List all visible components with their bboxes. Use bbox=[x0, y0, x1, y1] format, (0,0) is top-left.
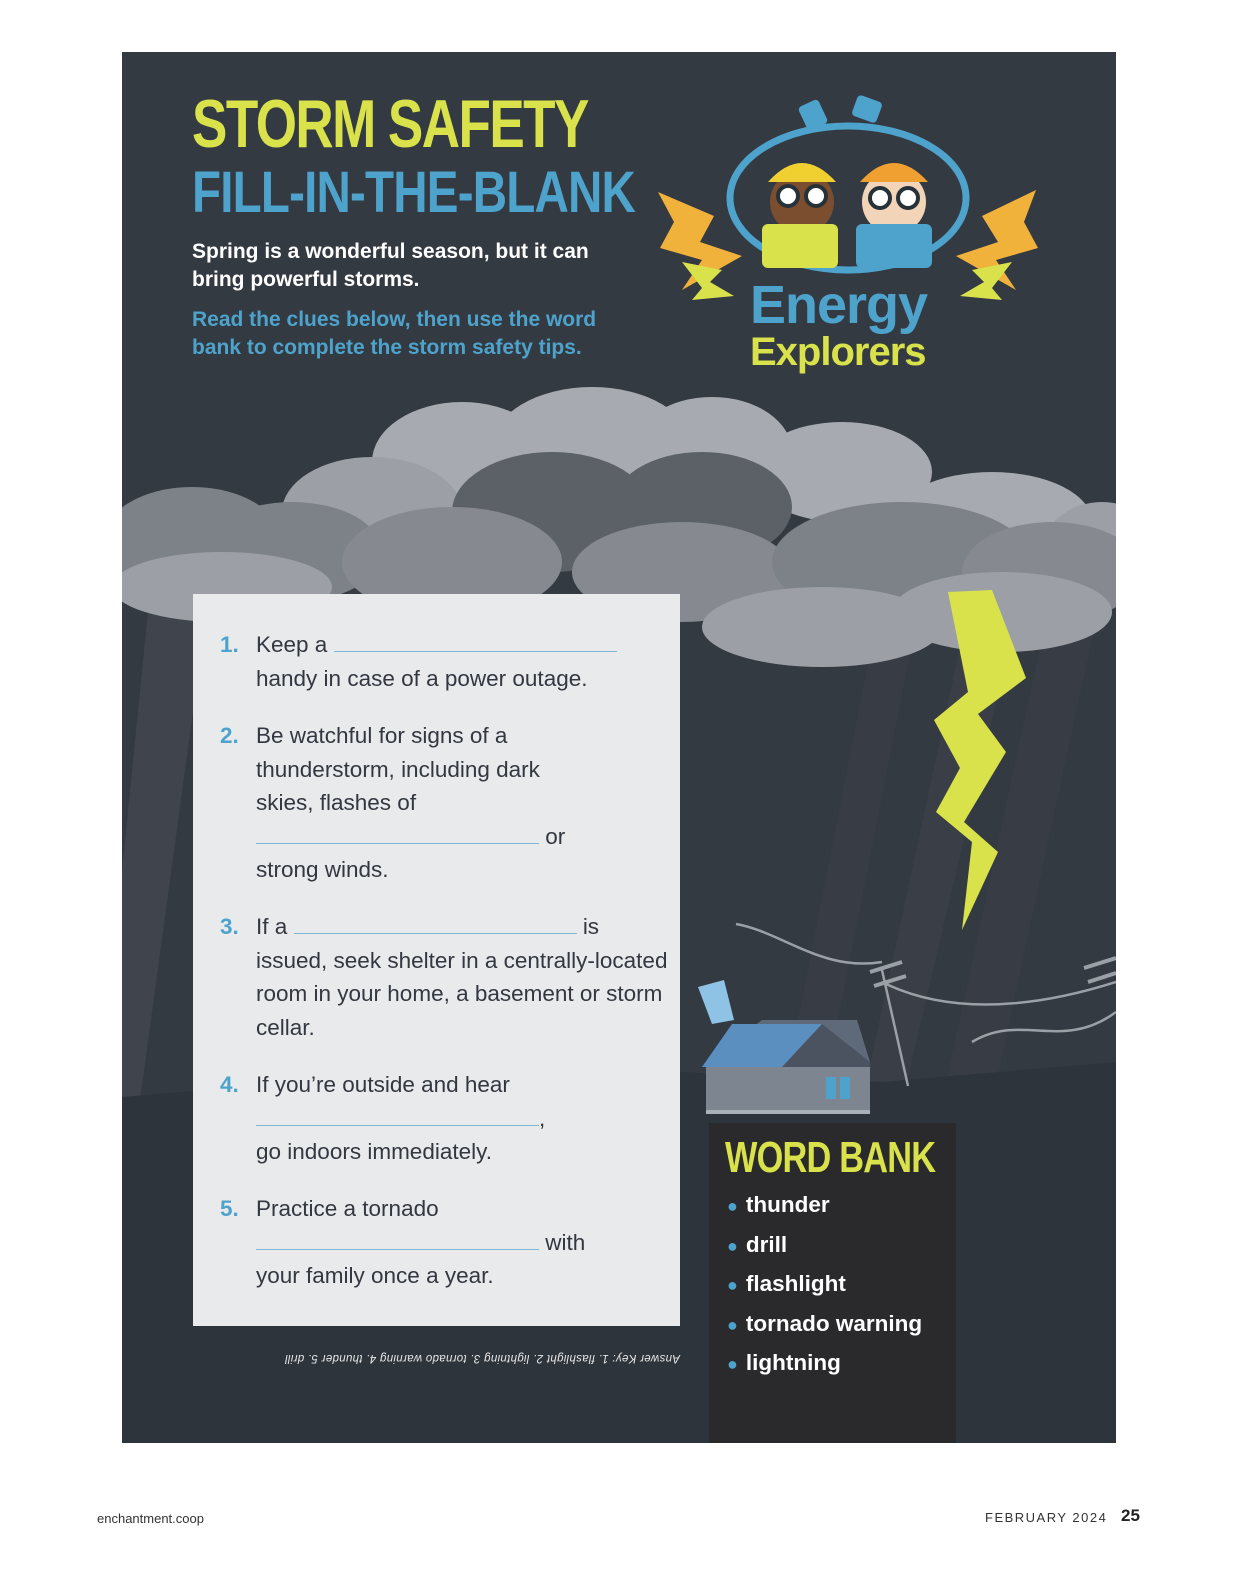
footer-site: enchantment.coop bbox=[97, 1511, 204, 1526]
logo-text-energy: Energy bbox=[750, 275, 928, 335]
question-text: If you’re outside and hear bbox=[256, 1072, 510, 1097]
intro-text: Spring is a wonderful season, but it can bring powerful storms. bbox=[192, 240, 589, 291]
question-1 bbox=[220, 628, 670, 695]
question-text: with bbox=[545, 1229, 586, 1255]
page-number: 25 bbox=[1121, 1506, 1140, 1525]
word-bank-list bbox=[727, 1185, 922, 1383]
footer-date: FEBRUARY 2024 bbox=[985, 1510, 1108, 1525]
answer-blank[interactable] bbox=[256, 1227, 539, 1250]
question-number: 1. bbox=[220, 632, 239, 657]
answer-blank[interactable] bbox=[294, 911, 577, 934]
question-text: your family once a year. bbox=[256, 1263, 494, 1289]
question-text: go indoors immediately. bbox=[256, 1139, 492, 1165]
instructions-text: Read the clues below, then use the word bank to complete the storm safety tips. bbox=[192, 308, 597, 359]
word-bank-item: ● tornado warning bbox=[727, 1310, 923, 1336]
question-5 bbox=[220, 1192, 670, 1293]
word-bank bbox=[709, 1123, 956, 1443]
question-text: , bbox=[539, 1105, 546, 1131]
question-number: 3. bbox=[220, 914, 239, 939]
question-text: handy in case of a power outage. bbox=[256, 665, 588, 691]
answer-blank[interactable] bbox=[256, 1103, 539, 1126]
question-4 bbox=[220, 1068, 670, 1169]
question-text: If a bbox=[256, 914, 288, 939]
word-bank-item: ● drill bbox=[727, 1231, 788, 1257]
question-number: 4. bbox=[220, 1072, 239, 1097]
questions-box bbox=[193, 594, 680, 1326]
answer-key: Answer Key: 1. flashlight 2. lightning 3. tornado warning 4. thunder 5. drill bbox=[284, 1352, 680, 1364]
question-text: strong winds. bbox=[256, 857, 389, 883]
energy-explorers-logo bbox=[658, 94, 1038, 300]
title-line-1: STORM SAFETY bbox=[192, 86, 588, 162]
bullet-icon: ● bbox=[727, 1235, 738, 1256]
question-3 bbox=[220, 910, 670, 1044]
word-bank-item: ● thunder bbox=[727, 1192, 830, 1217]
answer-blank[interactable] bbox=[334, 629, 617, 652]
title-line-2: FILL-IN-THE-BLANK bbox=[192, 160, 636, 225]
answer-blank[interactable] bbox=[256, 821, 539, 844]
bullet-icon: ● bbox=[727, 1196, 738, 1216]
bullet-icon: ● bbox=[727, 1314, 738, 1335]
question-text: Practice a tornado bbox=[256, 1196, 439, 1221]
question-2 bbox=[220, 719, 670, 887]
activity-panel bbox=[122, 52, 1116, 1443]
bullet-icon: ● bbox=[727, 1354, 738, 1374]
question-text: or bbox=[545, 823, 566, 849]
word-bank-item: ● lightning bbox=[727, 1350, 841, 1375]
question-number: 5. bbox=[220, 1196, 239, 1221]
question-number: 2. bbox=[220, 723, 239, 748]
logo-text-explorers: Explorers bbox=[750, 330, 926, 374]
word-bank-item: ● flashlight bbox=[727, 1271, 846, 1296]
question-text: Be watchful for signs of a thunderstorm, including dark skies, flashes of bbox=[256, 723, 540, 816]
bullet-icon: ● bbox=[727, 1275, 738, 1295]
house bbox=[698, 980, 870, 1114]
question-text: Keep a bbox=[256, 632, 328, 657]
word-bank-title: WORD BANK bbox=[725, 1133, 936, 1182]
question-text: is bbox=[582, 914, 600, 939]
question-text: issued, seek shelter in a centrally-located room in your home, a basement or storm cellar. bbox=[256, 947, 668, 1040]
